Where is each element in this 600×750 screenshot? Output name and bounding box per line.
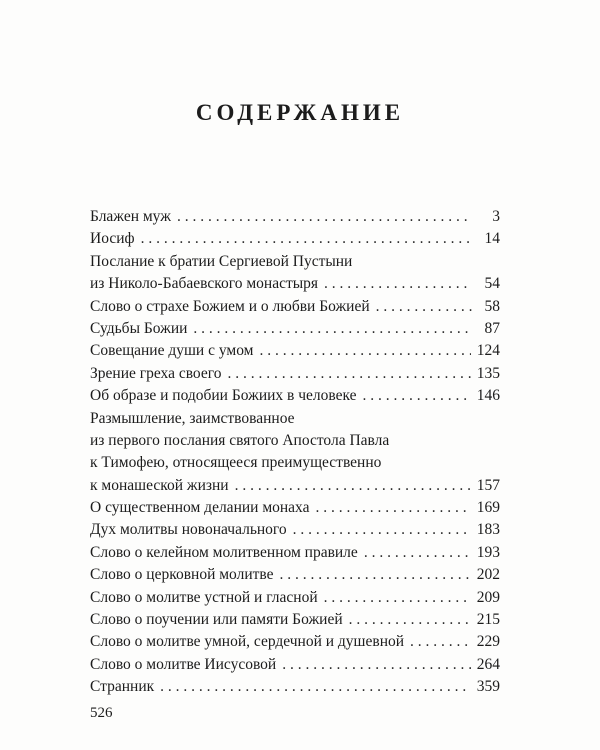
toc-entry [90,273,500,295]
toc-entry-page: 169 [476,499,500,517]
toc-entry-title: Об образе и подобии Божиих в человеке [90,387,357,405]
toc-entry-page: 264 [476,655,500,673]
toc-entry [90,475,500,497]
dot-leader [376,296,472,318]
toc-entry [90,676,500,698]
toc-entry-page: 135 [476,364,500,382]
toc-entry [90,228,500,250]
toc-entry-title: к Тимофею, относящееся преимущественно [90,454,382,472]
toc-entry [90,363,500,385]
toc-entry-title: Блажен муж [90,208,171,225]
table-of-contents [90,206,500,699]
toc-entry [90,452,500,474]
dot-leader [315,497,470,519]
toc-entry [90,251,500,273]
toc-entry-title: Размышление, заимствованное [90,409,295,427]
toc-entry-title: Слово о страхе Божием и о любви Божией [90,297,370,315]
toc-entry [90,564,500,586]
toc-entry-title: из первого послания святого Апостола Павла [90,431,390,449]
dot-leader [280,564,471,586]
dot-leader [177,206,472,228]
toc-entry-title: к монашеской жизни [90,476,229,494]
toc-entry-title: Зрение греха своего [90,364,222,382]
toc-entry-title: О существенном делании монаха [90,499,310,517]
page-number: 526 [90,705,113,721]
dot-leader [193,318,472,340]
toc-entry [90,542,500,564]
toc-entry-page: 209 [476,588,500,606]
toc-entry [90,318,500,340]
toc-entry-title: Слово о келейном молитвенном правиле [90,543,358,561]
toc-entry [90,430,500,452]
dot-leader [160,676,471,698]
toc-entry-title: Иосиф [90,230,135,248]
dot-leader [141,228,472,250]
toc-entry-title: Странник [90,678,155,696]
toc-entry [90,206,500,228]
toc-entry-title: Слово о молитве устной и гласной [90,588,318,606]
dot-leader [364,542,471,564]
toc-entry-page: 14 [484,230,500,248]
toc-entry-page: 183 [476,521,500,539]
toc-entry [90,296,500,318]
toc-entry-page: 3 [492,208,500,225]
toc-entry-page: 124 [476,342,500,360]
toc-entry-title: Послание к братии Сергиевой Пустыни [90,252,353,270]
toc-entry-title: Слово о молитве умной, сердечной и душевной [90,633,405,651]
dot-leader [324,273,472,295]
toc-entry-title: Слово о поучении или памяти Божией [90,611,343,629]
toc-entry-title: из Николо-Бабаевского монастыря [90,275,319,293]
toc-entry-page: 157 [476,476,500,494]
toc-entry-title: Слово о церковной молитве [90,566,274,584]
toc-entry-title: Судьбы Божии [90,319,188,337]
dot-leader [235,475,471,497]
toc-entry-page: 54 [484,275,500,293]
dot-leader [293,519,471,541]
toc-entry [90,385,500,407]
dot-leader [324,587,471,609]
toc-entry [90,519,500,541]
dot-leader [227,363,470,385]
dot-leader [259,340,470,362]
toc-entry-title: Совещание души с умом [90,342,254,360]
page-title: СОДЕРЖАНИЕ [195,100,405,125]
toc-entry [90,631,500,653]
toc-entry-page: 229 [476,633,500,651]
toc-entry [90,408,500,430]
toc-entry [90,654,500,676]
dot-leader [363,385,471,407]
toc-entry [90,587,500,609]
dot-leader [349,609,471,631]
toc-entry-page: 58 [484,297,500,315]
toc-entry-page: 146 [476,387,500,405]
toc-entry [90,497,500,519]
toc-entry-page: 87 [484,319,500,337]
dot-leader [410,631,471,653]
toc-entry-page: 193 [476,543,500,561]
toc-entry-title: Дух молитвы новоначального [90,521,287,539]
toc-entry-page: 359 [476,678,500,696]
toc-entry [90,340,500,362]
toc-entry-title: Слово о молитве Иисусовой [90,655,277,673]
toc-entry-page: 202 [476,566,500,584]
toc-entry-page: 215 [476,611,500,629]
dot-leader [282,654,471,676]
toc-entry [90,609,500,631]
